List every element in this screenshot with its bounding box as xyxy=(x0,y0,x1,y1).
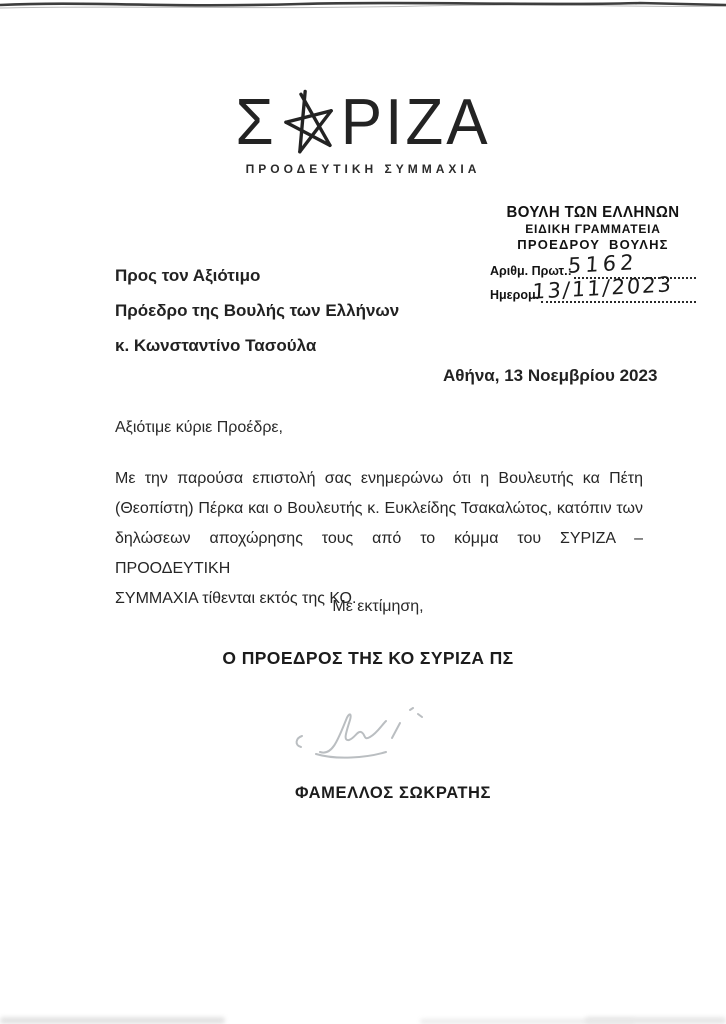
stamp-line-1: ΒΟΥΛΗ ΤΩΝ ΕΛΛΗΝΩΝ xyxy=(506,203,680,222)
body-line: Με την παρούσα επιστολή σας ενημερώνω ότι η Βουλευτής κα Πέτη xyxy=(115,470,643,487)
recipient-line-1: Προς τον Αξιότιμο xyxy=(115,266,261,285)
scan-edge-artifact xyxy=(0,0,726,12)
scan-smudge xyxy=(585,1017,726,1024)
closing-phrase: Με εκτίμηση, xyxy=(332,598,424,615)
signer-title: Ο ΠΡΟΕΔΡΟΣ ΤΗΣ ΚΟ ΣΥΡΙΖΑ ΠΣ xyxy=(222,648,514,668)
place-date-line: Αθήνα, 13 Νοεμβρίου 2023 xyxy=(443,366,658,385)
stamp-line-2: ΕΙΔΙΚΗ ΓΡΑΜΜΑΤΕΙΑ xyxy=(525,222,661,236)
letterhead xyxy=(0,88,726,176)
logo-letter-sigma: Σ xyxy=(235,86,277,159)
syriza-logo xyxy=(235,88,490,160)
syriza-star-icon xyxy=(281,88,337,160)
parliament-stamp xyxy=(490,204,696,303)
stamp-line-3: ΠΡΟΕΔΡΟΥ ΒΟΥΛΗΣ xyxy=(517,237,669,252)
stamp-date-row xyxy=(490,272,696,304)
signer-name: ΦΑΜΕΛΛΟΣ ΣΩΚΡΑΤΗΣ xyxy=(294,784,492,802)
recipient-block xyxy=(115,258,399,363)
recipient-line-2: Πρόεδρο της Βουλής των Ελλήνων xyxy=(115,301,400,320)
protocol-number-handwritten: 5162 xyxy=(567,250,639,278)
protocol-number-label: Αριθμ. Πρωτ.: xyxy=(490,264,572,278)
salutation: Αξιότιμε κύριε Προέδρε, xyxy=(115,419,283,436)
logo-subtitle: ΠΡΟΟΔΕΥΤΙΚΗ ΣΥΜΜΑΧΙΑ xyxy=(245,162,481,176)
signature-scribble xyxy=(286,696,446,766)
body-line: (Θεοπίστη) Πέρκα και ο Βουλευτής κ. Ευκλείδης Τσακαλώτος, κατόπιν των xyxy=(115,500,643,517)
scan-smudge xyxy=(0,1017,225,1024)
logo-letters-riza: ΡΙΖΑ xyxy=(340,86,491,159)
recipient-line-3: κ. Κωνσταντίνο Τασούλα xyxy=(115,336,317,355)
stamp-date-label: Ημερομ. xyxy=(490,288,540,302)
letter-body xyxy=(115,464,643,614)
body-line: ΣΥΜΜΑΧΙΑ τίθενται εκτός της ΚΟ. xyxy=(115,590,357,607)
body-line: δηλώσεων αποχώρησης τους από το κόμμα του ΣΥΡΙΖΑ – ΠΡΟΟΔΕΥΤΙΚΗ xyxy=(115,530,643,577)
stamp-date-handwritten: 13/11/2023 xyxy=(531,272,674,304)
